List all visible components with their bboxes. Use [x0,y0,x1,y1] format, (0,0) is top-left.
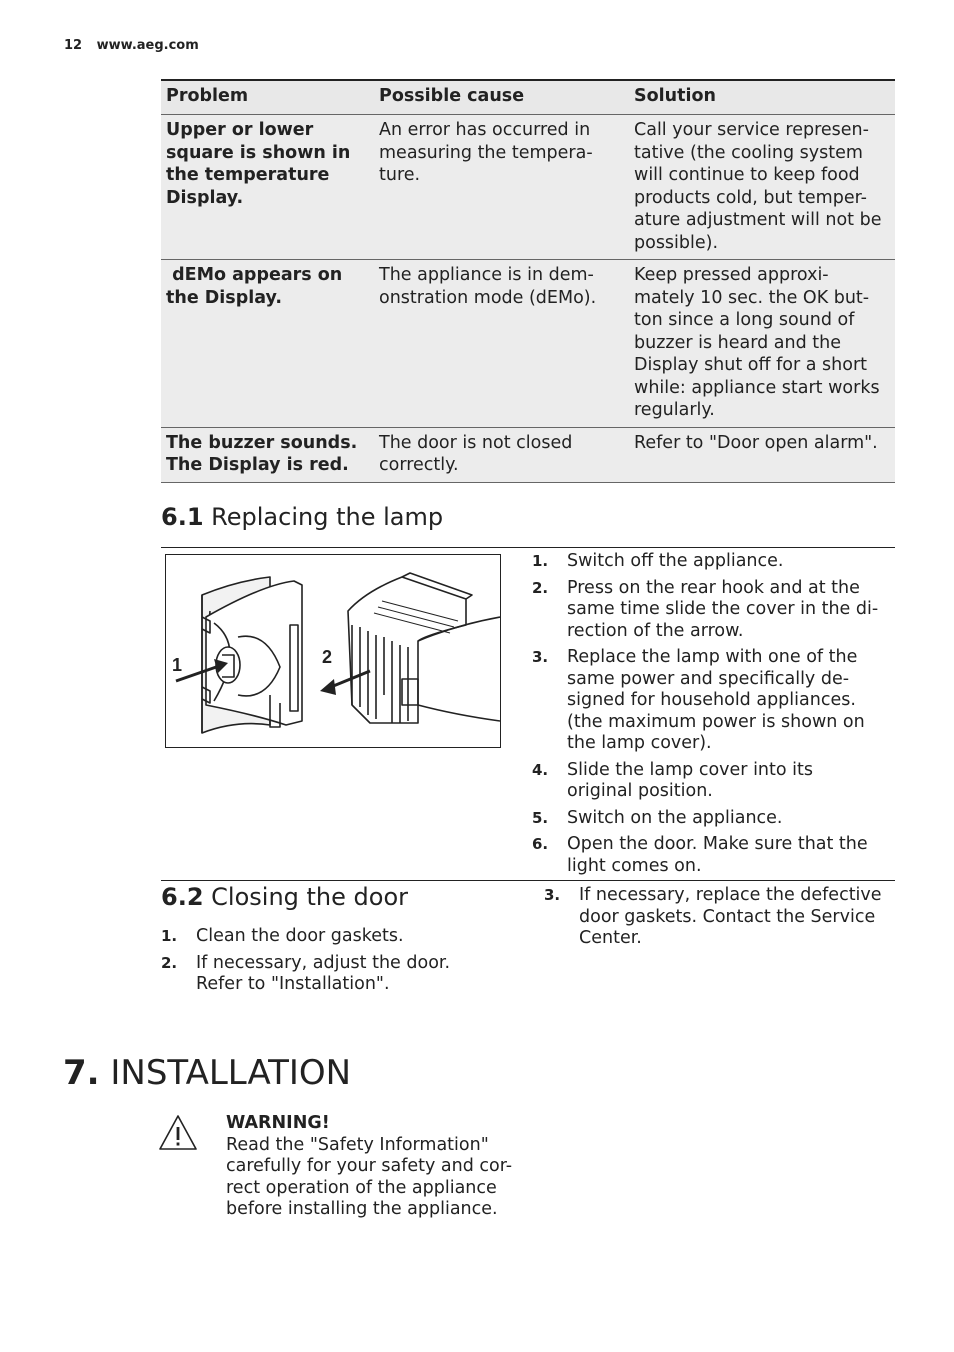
step-number: 5. [532,808,549,827]
figure-label-1: 1 [172,655,183,675]
step-number: 1. [161,927,178,945]
cell-solution: Refer to "Door open alarm". [629,427,895,482]
section-heading-closing-door [161,883,408,911]
list-item [161,926,501,948]
list-item [544,885,884,950]
section-title: Closing the door [211,883,408,911]
step-number: 6. [532,835,549,853]
list-item [532,808,882,830]
cell-solution: Call your service represen- tative (the cooling system will continue to keep food products cold, but temper- ature adjustment will not be possible). [629,115,895,260]
section-heading-replacing-lamp [161,503,443,531]
list-item [532,760,882,803]
section-divider [161,547,895,548]
list-item [532,578,882,643]
section-number: 6.1 [161,503,204,531]
list-item [532,647,882,755]
section-number: 6.2 [161,883,204,911]
column-header-solution: Solution [629,80,895,115]
figure-label-2: 2 [322,647,333,667]
step-text: If necessary, adjust the door. Refer to "Installation". [196,952,451,994]
cell-solution: Keep pressed approxi- mately 10 sec. the OK but- ton since a long sound of buzzer is heard and the Display shut off for a short while: appliance start works regularly. [629,260,895,428]
page-number: 12 [64,38,83,53]
section-divider [161,880,895,881]
column-header-cause: Possible cause [374,80,629,115]
chapter-number: 7. [63,1053,100,1093]
step-text: Switch on the appliance. [567,807,783,828]
step-text: Press on the rear hook and at the same time slide the cover in the di- rection of the arrow. [567,577,879,641]
step-text: Clean the door gaskets. [196,926,404,946]
lamp-steps-list [532,551,882,882]
step-number: 2. [532,578,549,597]
cell-cause: The appliance is in dem- onstration mode (dEMo). [374,260,629,428]
list-item [161,953,501,996]
cell-problem: Upper or lower square is shown in the temperature Display. [161,115,374,260]
step-text: Open the door. Make sure that the light comes on. [567,834,868,876]
cell-problem: The buzzer sounds. The Display is red. [161,427,374,482]
chapter-title: INSTALLATION [110,1053,352,1093]
warning-text: Read the "Safety Information" carefully for your safety and cor- rect operation of the appliance before installing the appliance. [226,1134,513,1219]
website-link[interactable]: www.aeg.com [96,38,199,53]
step-text: Slide the lamp cover into its original position. [567,759,813,801]
door-steps-list-left [161,926,501,1001]
table-row [161,115,895,260]
lamp-replacement-figure [165,554,501,748]
step-text: If necessary, replace the defective door gaskets. Contact the Service Center. [579,885,882,948]
warning-icon [158,1114,198,1152]
table-header-row [161,80,895,115]
lamp-cover-illustration [166,555,500,747]
cell-cause: An error has occurred in measuring the tempera- ture. [374,115,629,260]
page-header [64,38,199,53]
cell-cause: The door is not closed correctly. [374,427,629,482]
cell-problem: dEMo appears on the Display. [161,260,374,428]
step-number: 3. [532,648,549,666]
chapter-heading-installation [63,1053,351,1093]
troubleshooting-table [161,79,895,483]
step-number: 4. [532,760,549,779]
door-steps-list-right [544,885,884,955]
warning-box [226,1113,516,1221]
step-text: Switch off the appliance. [567,551,784,571]
step-text: Replace the lamp with one of the same power and specifically de- signed for household appliances. (the maximum power is shown on the lamp cover). [567,647,865,753]
step-number: 3. [544,886,561,904]
table-row [161,260,895,428]
table-row [161,427,895,482]
list-item [532,834,882,877]
step-number: 2. [161,953,178,972]
list-item [532,551,882,573]
step-number: 1. [532,552,549,570]
warning-title: WARNING! [226,1113,330,1133]
column-header-problem: Problem [161,80,374,115]
section-title: Replacing the lamp [211,503,444,531]
